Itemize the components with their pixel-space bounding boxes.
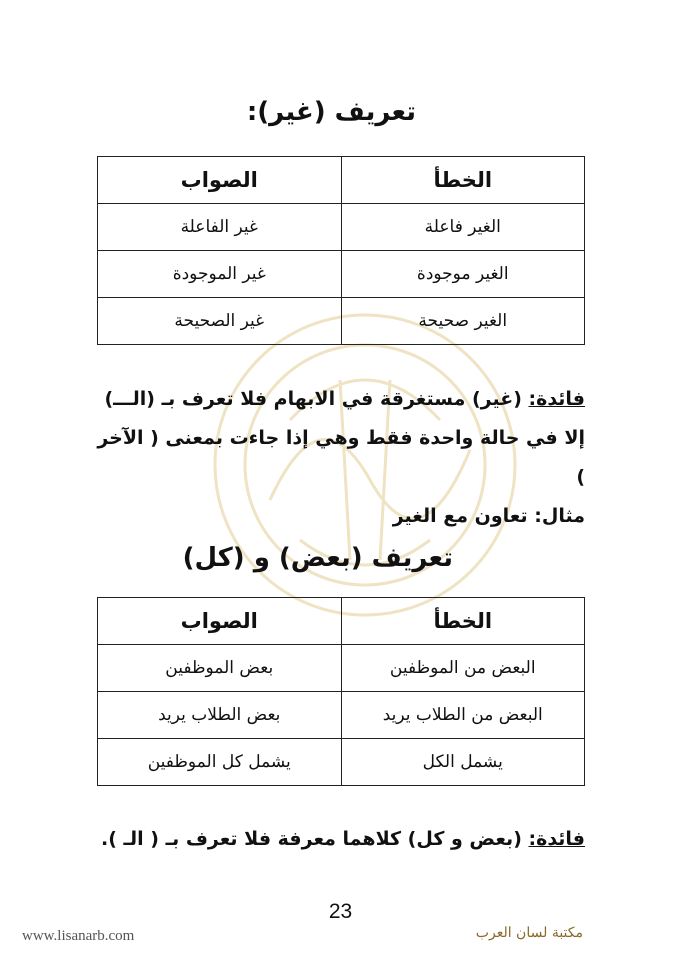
cell-wrong: البعض من الطلاب يريد [341,692,585,739]
page-number: 23 [328,900,353,923]
table-row [98,645,585,692]
cell-wrong: الغير فاعلة [341,204,585,251]
baad-kull-note [85,820,585,859]
cell-right: بعض الموظفين [98,645,342,692]
baad-kull-usage-table [97,597,585,786]
table-row [98,251,585,298]
cell-wrong: الغير موجودة [341,251,585,298]
note-text: (بعض و كل) كلاهما معرفة فلا تعرف بـ ( الـ ). [101,828,529,850]
header-right: الصواب [98,598,342,645]
header-wrong: الخطأ [341,157,585,204]
cell-right: يشمل كل الموظفين [98,739,342,786]
cell-wrong: الغير صحيحة [341,298,585,345]
section-title-baad-kull: تعريف (بعض) و (كل) [182,543,453,573]
table-header-row [98,157,585,204]
table-row [98,739,585,786]
cell-right: غير الفاعلة [98,204,342,251]
cell-right: غير الموجودة [98,251,342,298]
table-row [98,204,585,251]
header-right: الصواب [98,157,342,204]
cell-right: غير الصحيحة [98,298,342,345]
website-link[interactable]: www.lisanarb.com [22,928,135,944]
table-row [98,298,585,345]
note-label: فائدة: [528,828,585,850]
ghair-usage-table [97,156,585,345]
header-wrong: الخطأ [341,598,585,645]
cell-wrong: البعض من الموظفين [341,645,585,692]
publisher-logo: مكتبة لسان العرب [475,925,583,941]
ghair-note [85,380,585,536]
cell-wrong: يشمل الكل [341,739,585,786]
note-label: فائدة: [528,388,585,410]
table-header-row [98,598,585,645]
cell-right: بعض الطلاب يريد [98,692,342,739]
note-text: (غير) مستغرقة في الابهام فلا تعرف بـ (الـــ) إلا في حالة واحدة فقط وهي إذا جاءت بمعنى ( الآخر ) [97,388,585,488]
note-example: مثال: تعاون مع الغير [392,505,585,527]
table-row [98,692,585,739]
section-title-ghair: تعريف (غير): [246,97,416,127]
